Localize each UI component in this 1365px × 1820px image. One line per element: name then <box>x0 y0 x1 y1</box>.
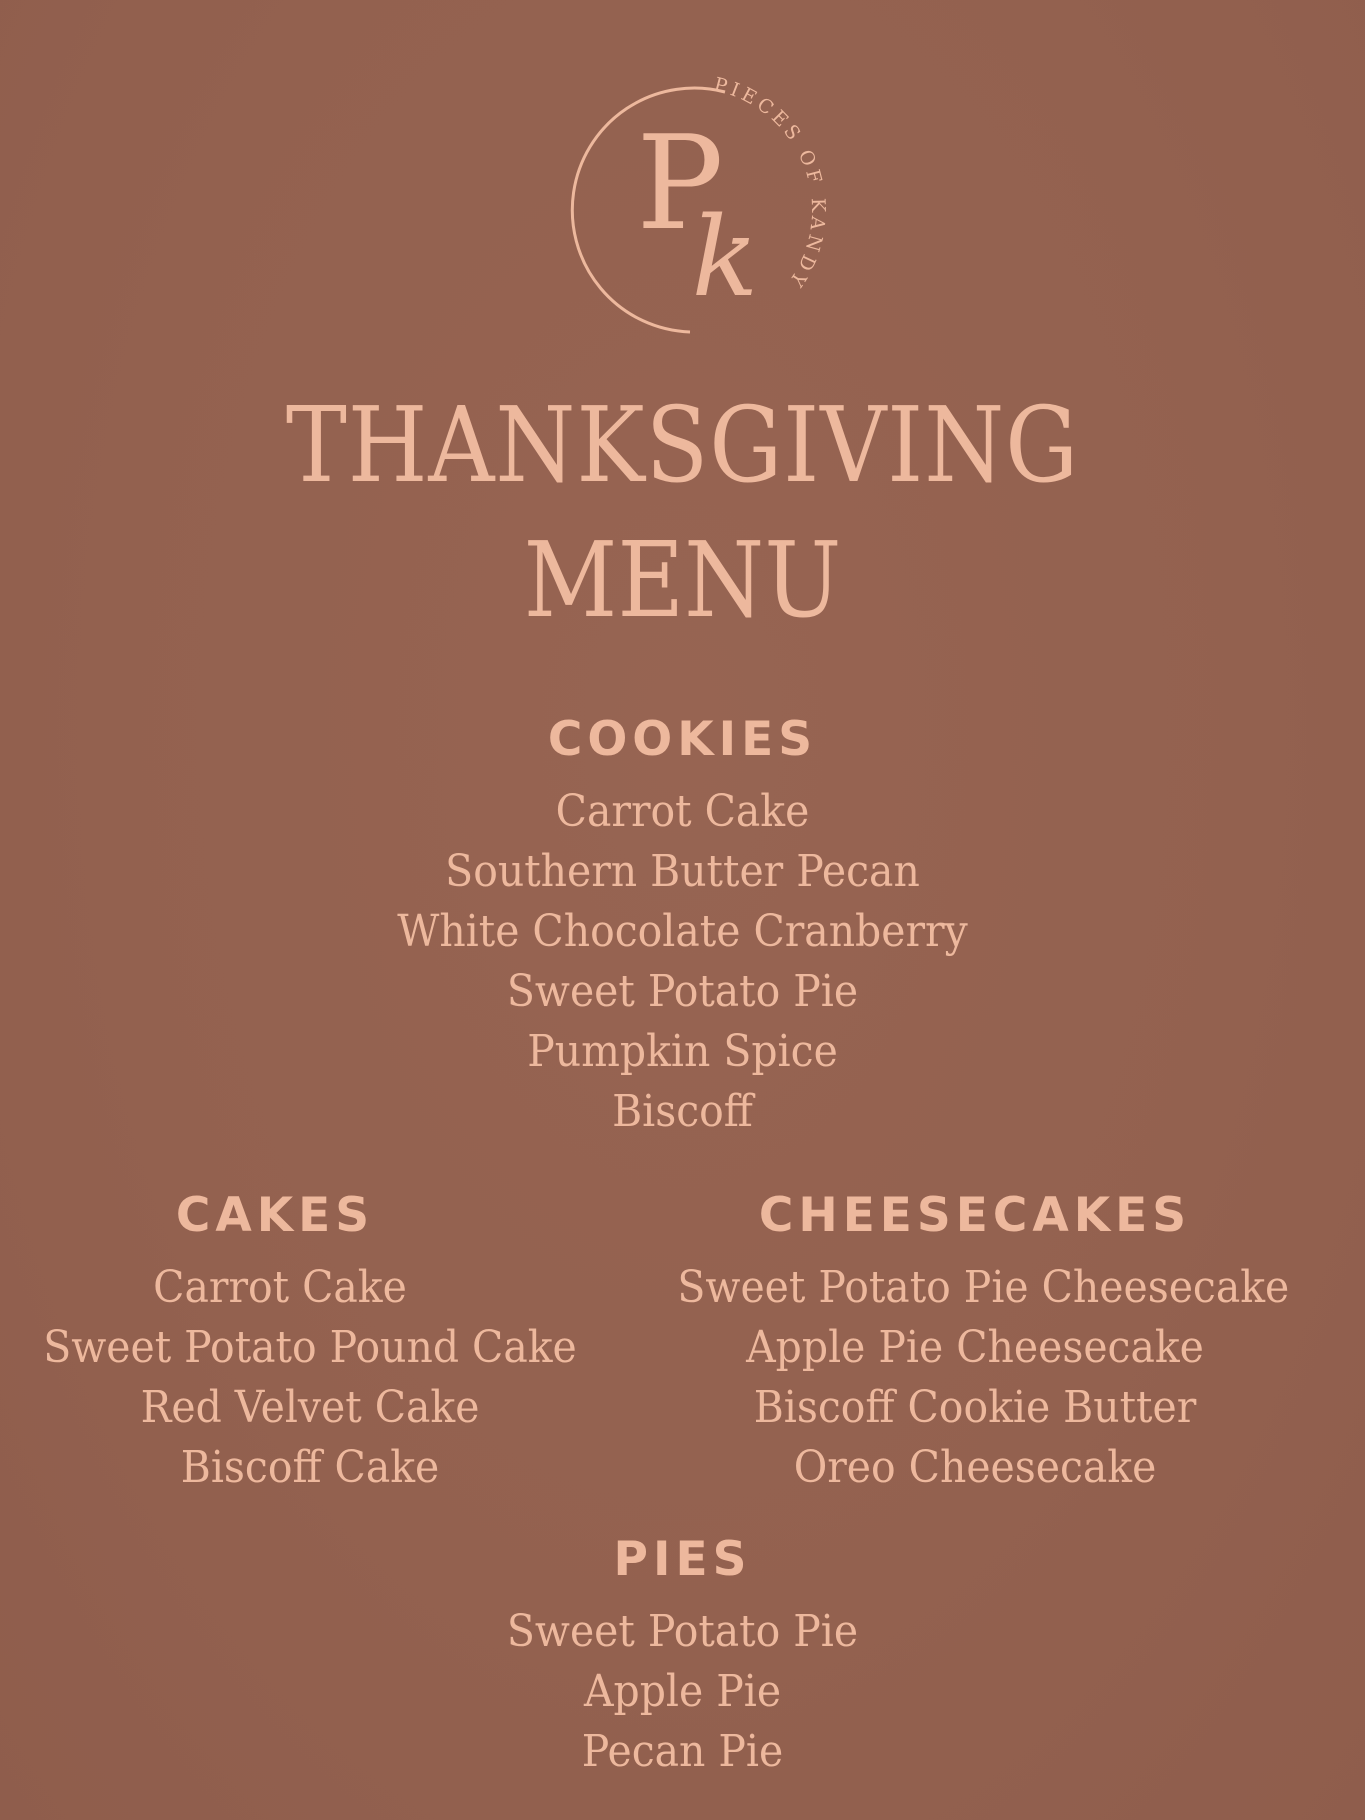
cookies-section <box>0 712 1365 1142</box>
menu-item: Sweet Potato Pie <box>506 966 859 1017</box>
cheesecakes-section <box>655 1188 1295 1498</box>
menu-item: Biscoff Cookie Butter <box>753 1382 1197 1433</box>
logo-letter-p: P <box>636 107 724 259</box>
menu-item: Oreo Cheesecake <box>793 1442 1157 1493</box>
cookies-list <box>0 782 1365 1142</box>
menu-item: Apple Pie Cheesecake <box>746 1322 1204 1373</box>
logo-letter-k: k <box>691 193 759 321</box>
menu-item: Carrot Cake <box>153 1262 407 1313</box>
cheesecakes-heading: CHEESECAKES <box>758 1188 1192 1243</box>
pies-list <box>0 1602 1365 1782</box>
cookies-heading: COOKIES <box>547 712 818 767</box>
menu-title-line1: THANKSGIVING <box>285 384 1080 506</box>
menu-item: Biscoff <box>612 1086 753 1137</box>
menu-item: Carrot Cake <box>555 786 810 837</box>
logo-monogram-icon <box>530 50 850 370</box>
logo-ring-text: PIECES OF KANDY <box>711 73 830 294</box>
cakes-heading: CAKES <box>175 1188 375 1243</box>
menu-item: Pecan Pie <box>581 1726 784 1777</box>
pies-heading: PIES <box>613 1532 752 1587</box>
menu-item: Red Velvet Cake <box>140 1382 480 1433</box>
menu-item: Sweet Potato Pie Cheesecake <box>677 1262 1290 1313</box>
cakes-list <box>0 1258 620 1498</box>
menu-title-line2: MENU <box>523 519 842 641</box>
menu-item: Pumpkin Spice <box>527 1026 838 1077</box>
menu-item: Biscoff Cake <box>180 1442 440 1493</box>
menu-item: Apple Pie <box>583 1666 782 1717</box>
pies-section <box>0 1532 1365 1782</box>
cakes-section <box>0 1188 620 1498</box>
brand-logo <box>530 50 850 370</box>
cheesecakes-list <box>655 1258 1295 1498</box>
menu-item: White Chocolate Cranberry <box>397 906 968 957</box>
menu-item: Sweet Potato Pie <box>506 1606 859 1657</box>
menu-item: Sweet Potato Pound Cake <box>43 1322 577 1373</box>
menu-item: Southern Butter Pecan <box>445 846 920 897</box>
